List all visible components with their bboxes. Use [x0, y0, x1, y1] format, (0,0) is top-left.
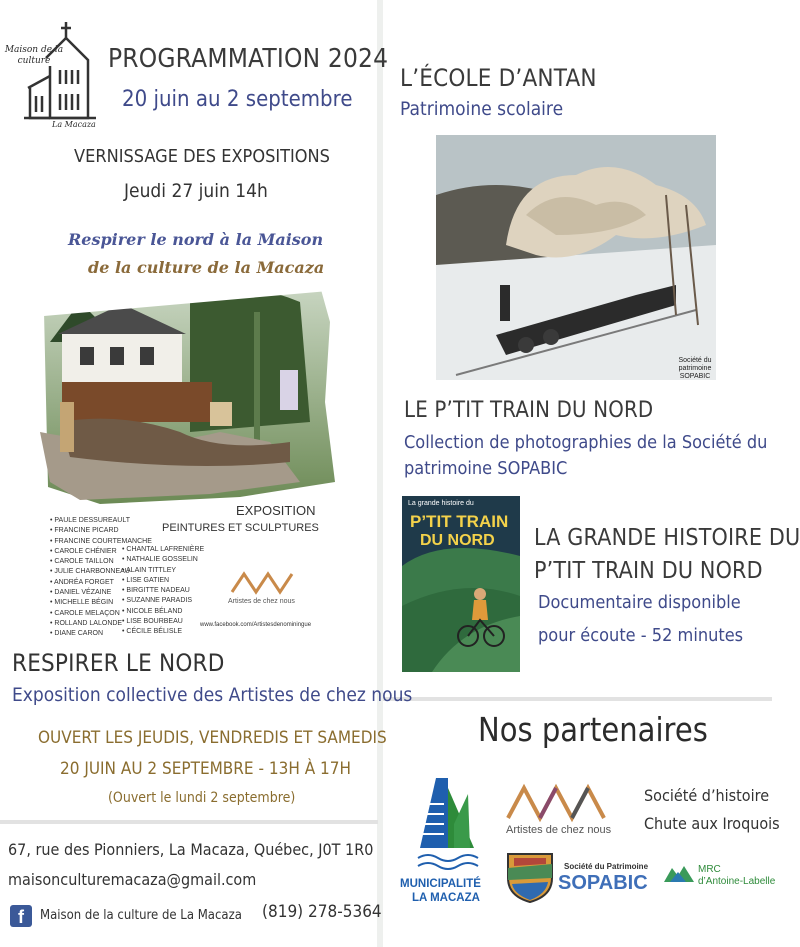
partner-mrc-1: MRC: [698, 864, 721, 875]
artist-name: • NATHALIE GOSSELIN: [122, 555, 204, 565]
artists-chez-nous-logo: [504, 780, 614, 824]
painted-house-illustration: [40, 282, 340, 512]
vernissage-title: VERNISSAGE DES EXPOSITIONS: [74, 146, 330, 167]
ecole-subtitle: Patrimoine scolaire: [400, 98, 564, 120]
respirer-title: RESPIRER LE NORD: [12, 649, 225, 677]
artist-name: • CHANTAL LAFRENIÈRE: [122, 545, 204, 555]
partner-muni-2: LA MACAZA: [412, 892, 480, 904]
artist-name: • ANDRÉA FORGET: [50, 578, 152, 588]
artist-name: • DANIEL VÉZAINE: [50, 588, 152, 598]
municipalite-logo-icon: [414, 774, 482, 874]
contact-email[interactable]: maisonculturemacaza@gmail.com: [8, 870, 257, 889]
poster-expo-2: PEINTURES ET SCULPTURES: [162, 522, 319, 534]
documentary-sub-2: pour écoute - 52 minutes: [538, 625, 744, 646]
ecole-title: L’ÉCOLE D’ANTAN: [400, 64, 597, 92]
contact-divider: [0, 820, 378, 824]
poster-url[interactable]: www.facebook.com/Artistesdenominingue: [200, 622, 312, 628]
train-title: LE P’TIT TRAIN DU NORD: [404, 398, 654, 423]
artist-name: • MICHELLE BÉGIN: [50, 598, 152, 608]
partners-divider: [383, 697, 772, 701]
partner-artists-text: Artistes de chez nous: [506, 824, 612, 836]
artists-list-col2: [122, 545, 204, 638]
photo-credit-1: Société du: [678, 357, 712, 364]
train-subtitle-1: Collection de photographies de la Société du: [404, 432, 768, 453]
steam-train-photo: [436, 135, 716, 380]
respirer-hours: 20 JUIN AU 2 SEPTEMBRE - 13H À 17H: [60, 759, 351, 779]
mrc-logo-icon: [662, 862, 696, 884]
school-building-icon: [6, 18, 106, 130]
maison-culture-logo: [6, 18, 106, 130]
poster-artists-logo-text: Artistes de chez nous: [228, 598, 295, 605]
cover-title-2: DU NORD: [420, 532, 495, 549]
train-subtitle-2: patrimoine SOPABIC: [404, 458, 568, 479]
photo-credit-2: patrimoine: [678, 365, 712, 372]
photo-credit-3: SOPABIC: [679, 373, 711, 380]
artist-name: • NICOLE BÉLAND: [122, 607, 204, 617]
artist-name: • BIRGITTE NADEAU: [122, 586, 204, 596]
logo-line-2: culture: [17, 56, 51, 66]
artist-name: • LISE BOURBEAU: [122, 617, 204, 627]
partner-histoire-1: Société d’histoire: [644, 786, 770, 805]
partners-heading: Nos partenaires: [478, 710, 708, 749]
poster-headline-1: Respirer le nord à la Maison: [68, 230, 324, 249]
cover-top: La grande histoire du: [408, 500, 474, 507]
artist-name: • SUZANNE PARADIS: [122, 596, 204, 606]
artist-name: • ROLLAND LALONDE: [50, 619, 152, 629]
vernissage-date: Jeudi 27 juin 14h: [124, 180, 268, 202]
documentary-cover: [402, 496, 520, 672]
respirer-subtitle: Exposition collective des Artistes de chez nous: [12, 684, 413, 706]
programme-title: PROGRAMMATION 2024: [108, 44, 389, 74]
sopabic-shield-icon: [506, 850, 554, 904]
exhibition-poster: [40, 220, 340, 640]
poster-headline-2: de la culture de la Macaza: [88, 258, 325, 277]
documentary-title-1: LA GRANDE HISTOIRE DU: [534, 525, 800, 551]
artists-logo-icon: [230, 568, 298, 596]
cover-title-1: P’TIT TRAIN: [410, 512, 509, 531]
artist-name: • ALAIN TITTLEY: [122, 566, 204, 576]
column-divider: [377, 0, 383, 947]
facebook-icon[interactable]: f: [10, 905, 32, 927]
contact-facebook[interactable]: Maison de la culture de La Macaza: [40, 908, 242, 923]
documentary-title-2: P’TIT TRAIN DU NORD: [534, 558, 763, 584]
partner-histoire-2: Chute aux Iroquois: [644, 814, 780, 833]
artist-name: • CAROLE MELAÇON: [50, 609, 152, 619]
respirer-note: (Ouvert le lundi 2 septembre): [108, 790, 296, 806]
contact-address: 67, rue des Pionniers, La Macaza, Québec, J0T 1R0: [8, 840, 374, 859]
partner-sopabic-small: Société du Patrimoine: [564, 862, 649, 871]
artist-name: • LISE GATIEN: [122, 576, 204, 586]
poster-expo-1: EXPOSITION: [236, 503, 316, 518]
logo-line-1: Maison de la: [4, 45, 64, 55]
contact-phone: (819) 278-5364: [262, 902, 382, 922]
documentary-sub-1: Documentaire disponible: [538, 592, 741, 613]
artist-name: • CAROLE CHÉNIER: [50, 547, 152, 557]
artist-name: • JULIE CHARBONNEAU: [50, 567, 152, 577]
partner-muni-1: MUNICIPALITÉ: [400, 878, 481, 890]
logo-signature: La Macaza: [52, 120, 96, 129]
partner-mrc-2: d’Antoine-Labelle: [698, 876, 776, 887]
artist-name: • CÉCILE BÉLISLE: [122, 627, 204, 637]
programme-dates: 20 juin au 2 septembre: [122, 87, 353, 112]
artist-name: • FRANCINE PICARD: [50, 526, 152, 536]
artist-name: • FRANCINE COURTEMANCHE: [50, 537, 152, 547]
artist-name: • CAROLE TAILLON: [50, 557, 152, 567]
partner-sopabic: SOPABIC: [558, 872, 648, 894]
artist-name: • PAULE DESSUREAULT: [50, 516, 152, 526]
artist-name: • DIANE CARON: [50, 629, 152, 639]
respirer-days: OUVERT LES JEUDIS, VENDREDIS ET SAMEDIS: [38, 728, 387, 748]
